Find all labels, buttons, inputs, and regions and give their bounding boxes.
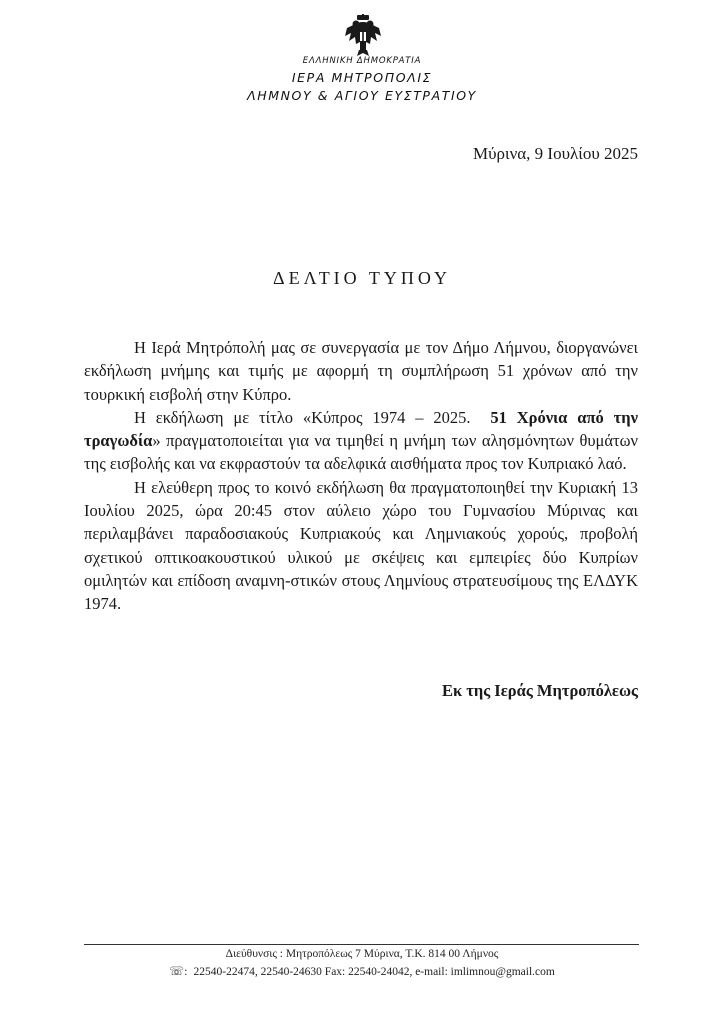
event-title-bold: 51 Χρόνια από την τραγωδία: [84, 407, 638, 451]
document-body: [84, 336, 638, 616]
paragraph-2-lead: Η εκδήλωση με τίτλο «Κύπρος 1974 – 2025.: [134, 407, 471, 427]
footer-divider: [84, 944, 639, 945]
footer-contact-line: [0, 964, 724, 979]
letterhead-metropolis: ΙΕΡΑ ΜΗΤΡΟΠΟΛΙΣ: [291, 70, 433, 85]
footer-contact: 22540-22474, 22540-24630 Fax: 22540-24042, e-mail: imlimnou@gmail.com: [193, 966, 555, 978]
letterhead-state: ΕΛΛΗΝΙΚΗ ΔΗΜΟΚΡΑΤΙΑ: [302, 56, 422, 66]
signature: Εκ της Ιεράς Μητροπόλεως: [441, 681, 638, 700]
double-headed-eagle-icon: [343, 14, 383, 58]
footer-address: Διεύθυνσις : Μητροπόλεως 7 Μύρινα, Τ.Κ. 814 00 Λήμνος: [225, 948, 499, 960]
paragraph-2: [84, 406, 638, 476]
letterhead-diocese: ΛΗΜΝΟΥ & ΑΓΙΟΥ ΕΥΣΤΡΑΤΙΟΥ: [247, 88, 477, 103]
document-title: ΔΕΛΤΙΟ ΤΥΠΟΥ: [273, 268, 451, 288]
document-date: Μύρινα, 9 Ιουλίου 2025: [473, 144, 638, 163]
paragraph-3: Η ελεύθερη προς το κοινό εκδήλωση θα πραγματοποιηθεί την Κυριακή 13 Ιουλίου 2025, ώρα 20:45 στον αύλειο χώρο του Γυμνασίου Μύρινας και περιλαμβάνει παραδοσιακούς Κυπριακούς και Λημνιακούς χορούς, προβολή σχετικού οπτικοακουστικού υλικού με σκέψεις και εμπειρίες δύο Κυπρίων ομιλητών και επίδοση αναμνη-στικών στους Λημνίους στρατευσίμους της ΕΛΔΥΚ 1974.: [84, 477, 638, 614]
telephone-icon: ☏:: [169, 964, 188, 978]
paragraph-2-rest: » πραγματοποιείται για να τιμηθεί η μνήμη των αλησμόνητων θυμάτων της εισβολής και να εκφραστούν τα αδελφικά αισθήματα προς τον Κυπριακό λαό.: [84, 431, 638, 474]
paragraph-1: Η Ιερά Μητρόπολή μας σε συνεργασία με τον Δήμο Λήμνου, διοργανώνει εκδήλωση μνήμης και τιμής με αφορμή τη συμπλήρωση 51 χρόνων από την τουρκική εισβολή στην Κύπρο.: [84, 338, 638, 404]
